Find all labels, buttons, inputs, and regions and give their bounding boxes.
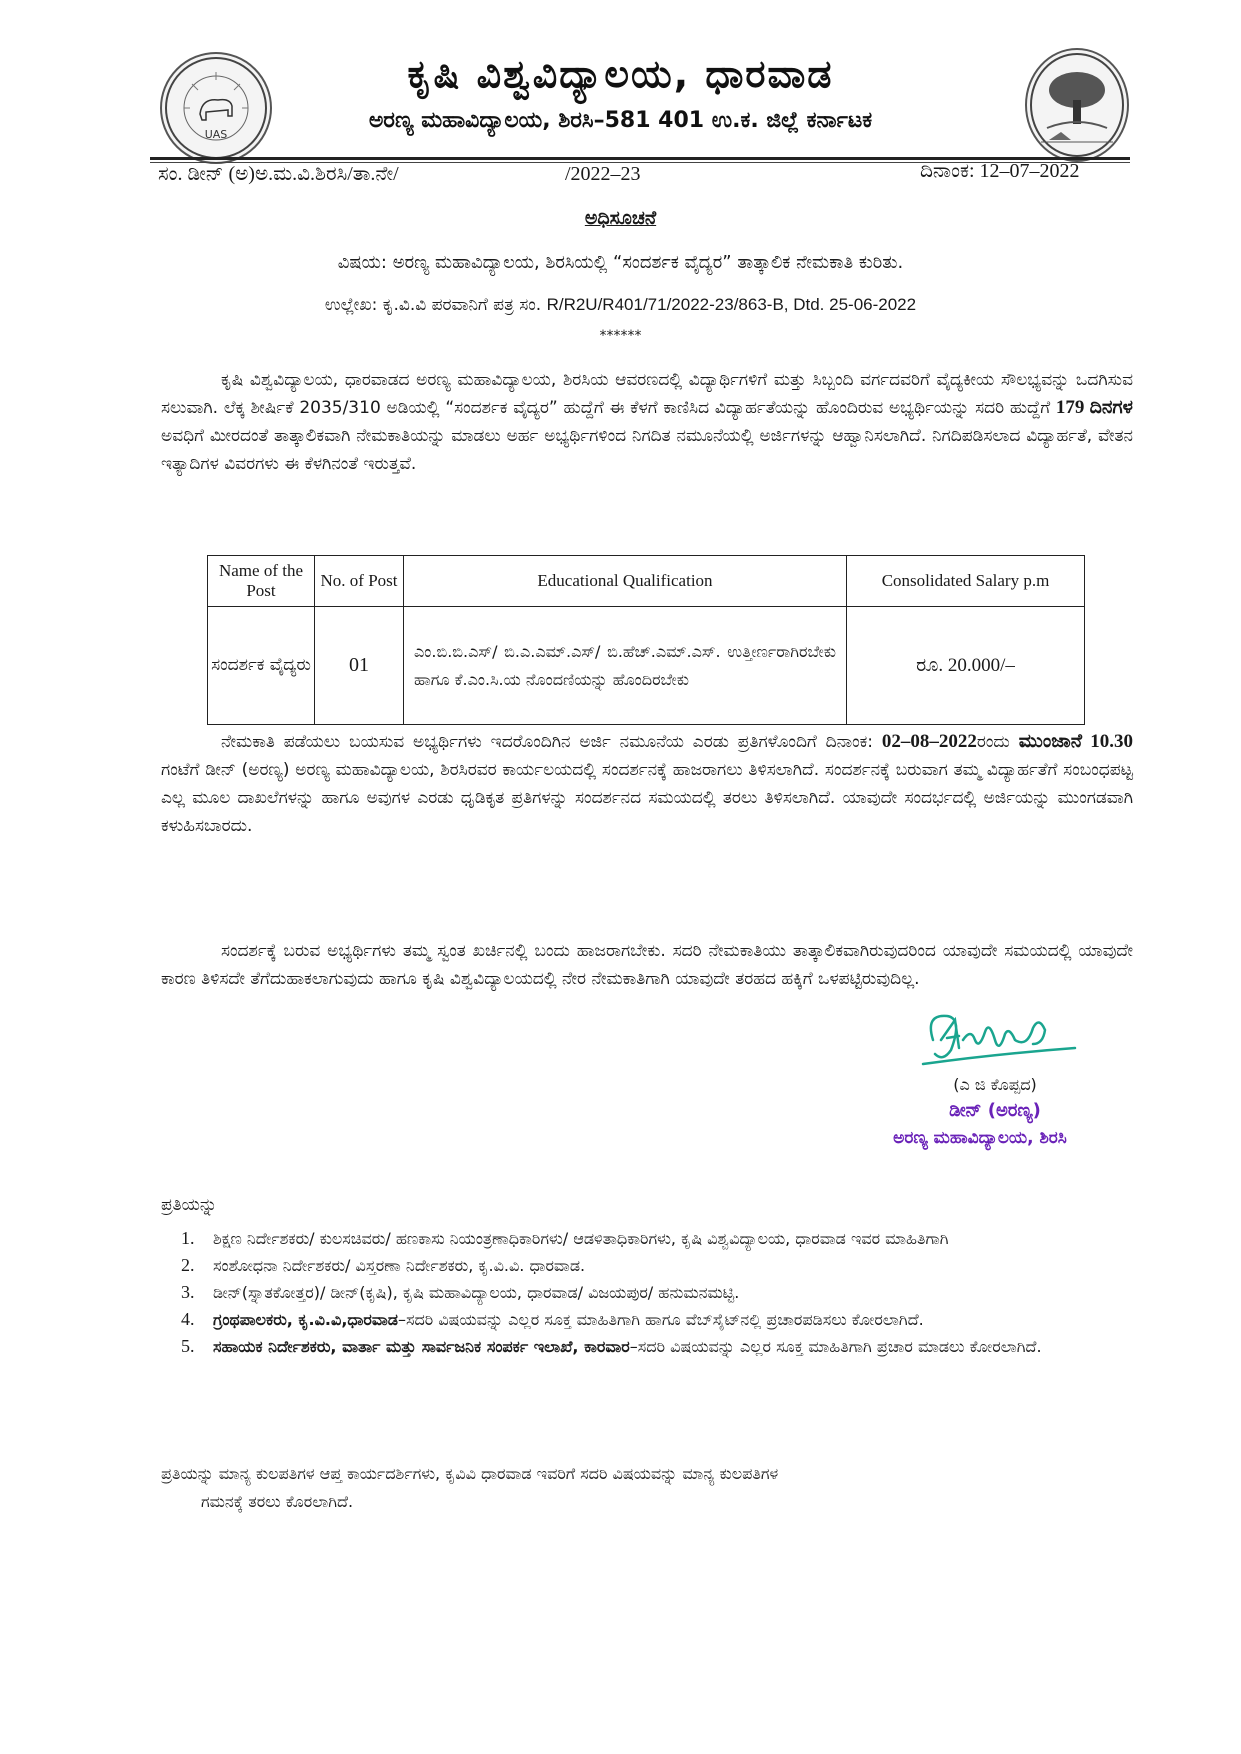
col-salary: Consolidated Salary p.m: [847, 556, 1085, 607]
copy-to-heading: ಪ್ರತಿಯನ್ನು: [161, 1195, 218, 1215]
signatory-title: ಡೀನ್ (ಅರಣ್ಯ): [949, 1100, 1041, 1121]
subject-line: ವಿಷಯ: ಅರಣ್ಯ ಮಹಾವಿದ್ಯಾಲಯ, ಶಿರಸಿಯಲ್ಲಿ “ಸಂದರ್ಶಕ ವೈದ್ಯರ” ತಾತ್ಕಾಲಿಕ ನೇಮಕಾತಿ ಕುರಿತು.: [337, 252, 904, 273]
list-item: 2. ಸಂಶೋಧನಾ ನಿರ್ದೇಶಕರು/ ವಿಸ್ತರಣಾ ನಿರ್ದೇಶಕರು, ಕೃ.ವಿ.ವಿ. ಧಾರವಾಡ.: [181, 1255, 586, 1275]
intro-text-a: ಕೃಷಿ ವಿಶ್ವವಿದ್ಯಾಲಯ, ಧಾರವಾಡದ ಅರಣ್ಯ ಮಹಾವಿದ್ಯಾಲಯ, ಶಿರಸಿಯ ಆವರಣದಲ್ಲಿ ವಿದ್ಯಾರ್ಥಿಗಳಿಗೆ ಮತ್ತು ಸಿಬ್ಬಂದಿ ವರ್ಗದವರಿಗೆ ವೈದ್ಯಕೀಯ ಸೌಲಭ್ಯವನ್ನು ಒದಗಿಸುವ ಸಲುವಾಗಿ. ಲೆಕ್ಕ ಶೀರ್ಷಿಕೆ 2035/310 ಅಡಿಯಲ್ಲಿ “ಸಂದರ್ಶಕ ವೈದ್ಯರ” ಹುದ್ದೆಗೆ ಈ ಕೆಳಗೆ ಕಾಣಿಸಿದ ವಿದ್ಯಾರ್ಹತೆಯನ್ನು ಹೊಂದಿರುವ ಅಭ್ಯರ್ಥಿಯನ್ನು ಸದರಿ ಹುದ್ದೆಗೆ: [161, 370, 1133, 418]
document-date: ದಿನಾಂಕ: 12–07–2022: [920, 160, 1080, 182]
interview-paragraph: [161, 728, 1133, 840]
col-post-name: Name of the Post: [208, 556, 315, 607]
reference-prefix: ಉಲ್ಲೇಖ: ಕೃ.ವಿ.ವಿ ಪರವಾನಿಗೆ ಪತ್ರ ಸಂ.: [324, 295, 542, 315]
intro-paragraph: [161, 366, 1133, 478]
interview-text-b: ರಂದು: [976, 732, 1010, 752]
college-address: ಅರಣ್ಯ ಮಹಾವಿದ್ಯಾಲಯ, ಶಿರಸಿ–581 401 ಉ.ಕ. ಜಿಲ್ಲೆ ಕರ್ನಾಟಕ: [368, 108, 873, 133]
vc-secretary-line2: ಗಮನಕ್ಕೆ ತರಲು ಕೊರಲಾಗಿದೆ.: [201, 1492, 354, 1511]
signatory-name: (ಎ ಜಿ ಕೊಪ್ಪದ): [953, 1075, 1037, 1094]
col-qualification: Educational Qualification: [404, 556, 847, 607]
list-item: 4. ಗ್ರಂಥಪಾಲಕರು, ಕೃ.ವಿ.ವಿ,ಧಾರವಾಡ–ಸದರಿ ವಿಷಯವನ್ನು ಎಲ್ಲರ ಸೂಕ್ತ ಮಾಹಿತಿಗಾಗಿ ಹಾಗೂ ವೆಬ್‌ಸೈಟ್‌ನಲ್ಲಿ ಪ್ರಚಾರಪಡಿಸಲು ಕೋರಲಾಗಿದೆ.: [181, 1309, 924, 1329]
post-details-table: [207, 555, 1085, 725]
terms-paragraph: ಸಂದರ್ಶಕ್ಕೆ ಬರುವ ಅಭ್ಯರ್ಥಿಗಳು ತಮ್ಮ ಸ್ವಂತ ಖರ್ಚಿನಲ್ಲಿ ಬಂದು ಹಾಜರಾಗಬೇಕು. ಸದರಿ ನೇಮಕಾತಿಯು ತಾತ್ಕಾಲಿಕವಾಗಿರುವುದರಿಂದ ಯಾವುದೇ ಸಮಯದಲ್ಲಿ ಯಾವುದೇ ಕಾರಣ ತಿಳಿಸದೇ ತೆಗೆದುಹಾಕಲಾಗುವುದು ಹಾಗೂ ಕೃಷಿ ವಿಶ್ವವಿದ್ಯಾಲಯದಲ್ಲಿ ನೇರ ನೇಮಕಾತಿಗಾಗಿ ಯಾವುದೇ ತರಹದ ಹಕ್ಕಿಗೆ ಒಳಪಟ್ಟಿರುವುದಿಲ್ಲ.: [161, 941, 1133, 989]
intro-text-b: ಅವಧಿಗೆ ಮೀರದಂತೆ ತಾತ್ಕಾಲಿಕವಾಗಿ ನೇಮಕಾತಿಯನ್ನು ಮಾಡಲು ಅರ್ಹ ಅಭ್ಯರ್ಥಿಗಳಿಂದ ನಿಗದಿತ ನಮೂನೆಯಲ್ಲಿ ಅರ್ಜಿಗಳನ್ನು ಆಹ್ವಾನಿಸಲಾಗಿದೆ. ನಿಗದಿಪಡಿಸಲಾದ ವಿದ್ಯಾರ್ಹತೆ, ವೇತನ ಇತ್ಯಾದಿಗಳ ವಿವರಗಳು ಈ ಕೆಳಗಿನಂತೆ ಇರುತ್ತವೆ.: [161, 426, 1133, 474]
col-post-count: No. of Post: [315, 556, 404, 607]
table-row: [208, 607, 1085, 725]
post-name-cell: ಸಂದರ್ಶಕ ವೈದ್ಯರು: [208, 607, 315, 725]
signatory-organization: ಅರಣ್ಯ ಮಹಾವಿದ್ಯಾಲಯ, ಶಿರಸಿ: [893, 1128, 1067, 1148]
interview-date: 02–08–2022: [881, 731, 977, 752]
svg-text:UAS: UAS: [204, 128, 228, 141]
interview-text-a: ನೇಮಕಾತಿ ಪಡೆಯಲು ಬಯಸುವ ಅಭ್ಯರ್ಥಿಗಳು ಇದರೊಂದಿಗಿನ ಅರ್ಜಿ ನಮೂನೆಯ ಎರಡು ಪ್ರತಿಗಳೊಂದಿಗೆ ದಿನಾಂಕ:: [221, 732, 874, 752]
reference-number: ಸಂ. ಡೀನ್ (ಅ)ಅ.ಮ.ವಿ.ಶಿರಸಿ/ತಾ.ನೇ/: [158, 163, 399, 185]
copy-to-vc-secretary: [161, 1460, 1133, 1516]
list-item: 5. ಸಹಾಯಕ ನಿರ್ದೇಶಕರು, ವಾರ್ತಾ ಮತ್ತು ಸಾರ್ವಜನಿಕ ಸಂಪರ್ಕ ಇಲಾಖೆ, ಕಾರವಾರ–ಸದರಿ ವಿಷಯವನ್ನು ಎಲ್ಲರ ಸೂಕ್ತ ಮಾಹಿತಿಗಾಗಿ ಪ್ರಚಾರ ಮಾಡಲು ಕೋರಲಾಗಿದೆ.: [181, 1336, 1042, 1356]
university-name: ಕೃಷಿ ವಿಶ್ವವಿದ್ಯಾಲಯ, ಧಾರವಾಡ: [407, 52, 834, 96]
copy-to-list: [181, 1225, 1141, 1360]
interview-text-c: ಗಂಟೆಗೆ ಡೀನ್ (ಅರಣ್ಯ) ಅರಣ್ಯ ಮಹಾವಿದ್ಯಾಲಯ, ಶಿರಸಿರವರ ಕಾರ್ಯಲಯದಲ್ಲಿ ಸಂದರ್ಶನಕ್ಕೆ ಹಾಜರಾಗಲು ತಿಳಿಸಲಾಗಿದೆ. ಸಂದರ್ಶನಕ್ಕೆ ಬರುವಾಗ ತಮ್ಮ ವಿದ್ಯಾರ್ಹತೆಗೆ ಸಂಬಂಧಪಟ್ಟ ಎಲ್ಲ ಮೂಲ ದಾಖಲೆಗಳನ್ನು ಹಾಗೂ ಅವುಗಳ ಎರಡು ಧೃಡಿಕೃತ ಪ್ರತಿಗಳನ್ನು ಸಂದರ್ಶನದ ಸಮಯದಲ್ಲಿ ತರಲು ತಿಳಿಸಲಾಗಿದೆ. ಯಾವುದೇ ಸಂದರ್ಭದಲ್ಲಿ ಅರ್ಜಿಯನ್ನು ಮುಂಗಡವಾಗಿ ಕಳುಹಿಸಬಾರದು.: [161, 760, 1133, 836]
reference-line: [0, 295, 1241, 315]
reference-code: R/R2U/R401/71/2022-23/863-B, Dtd. 25-06-2022: [546, 295, 917, 314]
vc-secretary-line1: ಪ್ರತಿಯನ್ನು ಮಾನ್ಯ ಕುಲಪತಿಗಳ ಆಪ್ತ ಕಾರ್ಯದರ್ಶಿಗಳು, ಕೃವಿವಿ ಧಾರವಾಡ ಇವರಿಗೆ ಸದರಿ ವಿಷಯವನ್ನು ಮಾನ್ಯ ಕುಲಪತಿಗಳ: [161, 1464, 779, 1483]
duration-days: 179 ದಿನಗಳ: [1055, 397, 1133, 418]
salary-cell: ರೂ. 20.000/–: [847, 607, 1085, 725]
interview-time: ಮುಂಜಾನೆ 10.30: [1018, 731, 1133, 752]
qualification-cell: ಎಂ.ಬಿ.ಬಿ.ಎಸ್/ ಬಿ.ಎ.ಎಮ್.ಎಸ್/ ಬಿ.ಹೆಚ್.ಎಮ್.ಎಸ್. ಉತ್ತೀರ್ಣರಾಗಿರಬೇಕು ಹಾಗೂ ಕೆ.ಎಂ.ಸಿ.ಯ ನೊಂದಣಿಯನ್ನು ಹೊಂದಿರಬೇಕು: [404, 607, 847, 725]
section-separator: ******: [599, 328, 642, 344]
list-item: 1. ಶಿಕ್ಷಣ ನಿರ್ದೇಶಕರು/ ಕುಲಸಚಿವರು/ ಹಣಕಾಸು ನಿಯಂತ್ರಣಾಧಿಕಾರಿಗಳು/ ಆಡಳಿತಾಧಿಕಾರಿಗಳು, ಕೃಷಿ ವಿಶ್ವವಿದ್ಯಾಲಯ, ಧಾರವಾಡ ಇವರ ಮಾಹಿತಿಗಾಗಿ: [181, 1228, 949, 1248]
reference-year: /2022–23: [565, 163, 641, 185]
list-item: 3. ಡೀನ್(ಸ್ನಾತಕೋತ್ತರ)/ ಡೀನ್(ಕೃಷಿ), ಕೃಷಿ ಮಹಾವಿದ್ಯಾಲಯ, ಧಾರವಾಡ/ ವಿಜಯಪುರ/ ಹನುಮನಮಟ್ಟಿ.: [181, 1282, 740, 1302]
post-count-cell: 01: [315, 607, 404, 725]
notification-title: ಅಧಿಸೂಚನೆ: [584, 207, 657, 229]
table-header-row: [208, 556, 1085, 607]
signature-icon: [915, 1010, 1080, 1070]
